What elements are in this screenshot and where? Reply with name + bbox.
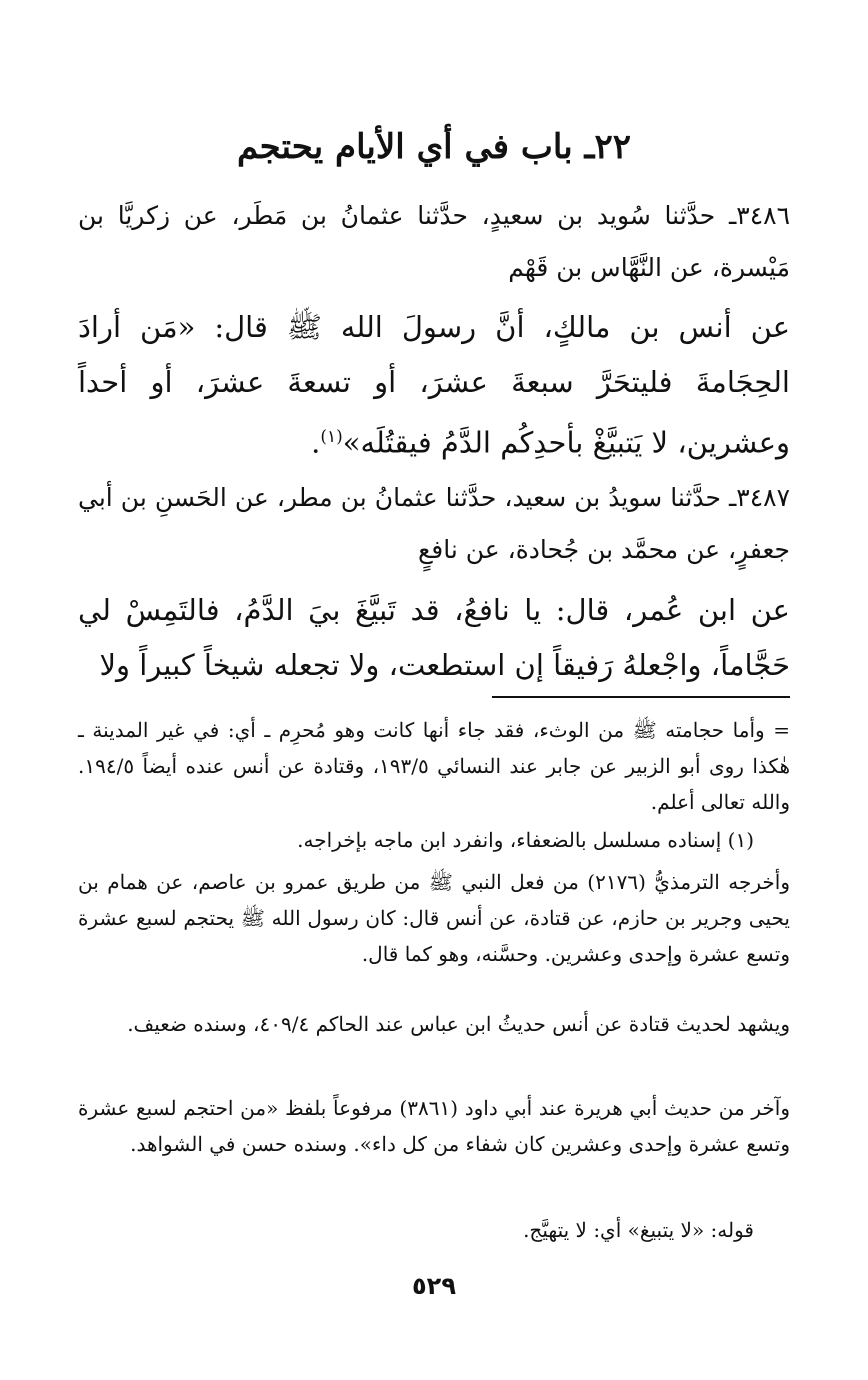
footnote-separator xyxy=(492,696,790,698)
hadith-3487-isnad: ٣٤٨٧ـ حدَّثنا سويدُ بن سعيد، حدَّثنا عثمانُ بن مطر، عن الحَسنِ بن أبي جعفرٍ، عن محمَّد بن جُحادة، عن نافعٍ xyxy=(78,483,790,564)
footnote-gloss: قوله: «لا يتبيغ» أي: لا يتهيَّج. xyxy=(523,1218,754,1242)
hadith-3486-isnad: ٣٤٨٦ـ حدَّثنا سُويد بن سعيدٍ، حدَّثنا عثمانُ بن مَطَر، عن زكريَّا بن مَيْسرة، عن النَّهَّاس بن قَهْم xyxy=(78,201,790,282)
page-number: ٥٢٩ xyxy=(412,1272,456,1300)
hadith-3486-matn-text: عن أنس بن مالكٍ، أنَّ رسولَ الله ﷺ قال: «مَن أرادَ الحِجَامةَ فليتحَرَّ سبعةَ عشرَ، أو تسعةَ عشرَ، أو أحداً وعشرين، لا يَتبيَّغْ بأحدِكُم الدَّمُ فيقتُلَه» xyxy=(78,310,790,460)
footnote-tirmidhi: وأخرجه الترمذيُّ (٢١٧٦) من فعل النبي ﷺ من طريق عمرو بن عاصم، عن همام بن يحيى وجرير بن حازم، عن قتادة، عن أنس قال: كان رسول الله ﷺ يحتجم لسبع عشرة وتسع عشرة وإحدى وعشرين. وحسَّنه، وهو كما قال. xyxy=(78,870,790,966)
footnote-abu-dawud: وآخر من حديث أبي هريرة عند أبي داود (٣٨٦١) مرفوعاً بلفظ «من احتجم لسبع عشرة وتسع عشرة وإحدى وعشرين كان شفاء من كل داء». وسنده حسن في الشواهد. xyxy=(78,1096,790,1156)
hadith-3486-matn xyxy=(78,300,790,471)
footnote-1: (١) إسناده مسلسل بالضعفاء، وانفرد ابن ماجه بإخراجه. xyxy=(297,828,754,852)
footnote-ref: (١) xyxy=(320,427,343,447)
footnote-hakim: ويشهد لحديث قتادة عن أنس حديثُ ابن عباس عند الحاكم ٤٠٩/٤، وسنده ضعيف. xyxy=(127,1012,790,1036)
footnote-continuation: = وأما حجامته ﷺ من الوثء، فقد جاء أنها كانت وهو مُحرِم ـ أي: في غير المدينة ـ هٰكذا روى أبو الزبير عن جابر عند النسائي ١٩٣/٥، وقتادة عن أنس عنده أيضاً ١٩٤/٥. والله تعالى أعلم. xyxy=(78,718,790,814)
hadith-3487-matn: عن ابن عُمر، قال: يا نافعُ، قد تَبيَّغَ بيَ الدَّمُ، فالتَمِسْ لي حَجَّاماً، واجْعلهُ رَفيقاً إن استطعت، ولا تجعله شيخاً كبيراً ولا xyxy=(78,593,790,682)
hadith-3486-end: . xyxy=(311,425,321,460)
chapter-title: ٢٢ـ باب في أي الأيام يحتجم xyxy=(236,127,632,167)
